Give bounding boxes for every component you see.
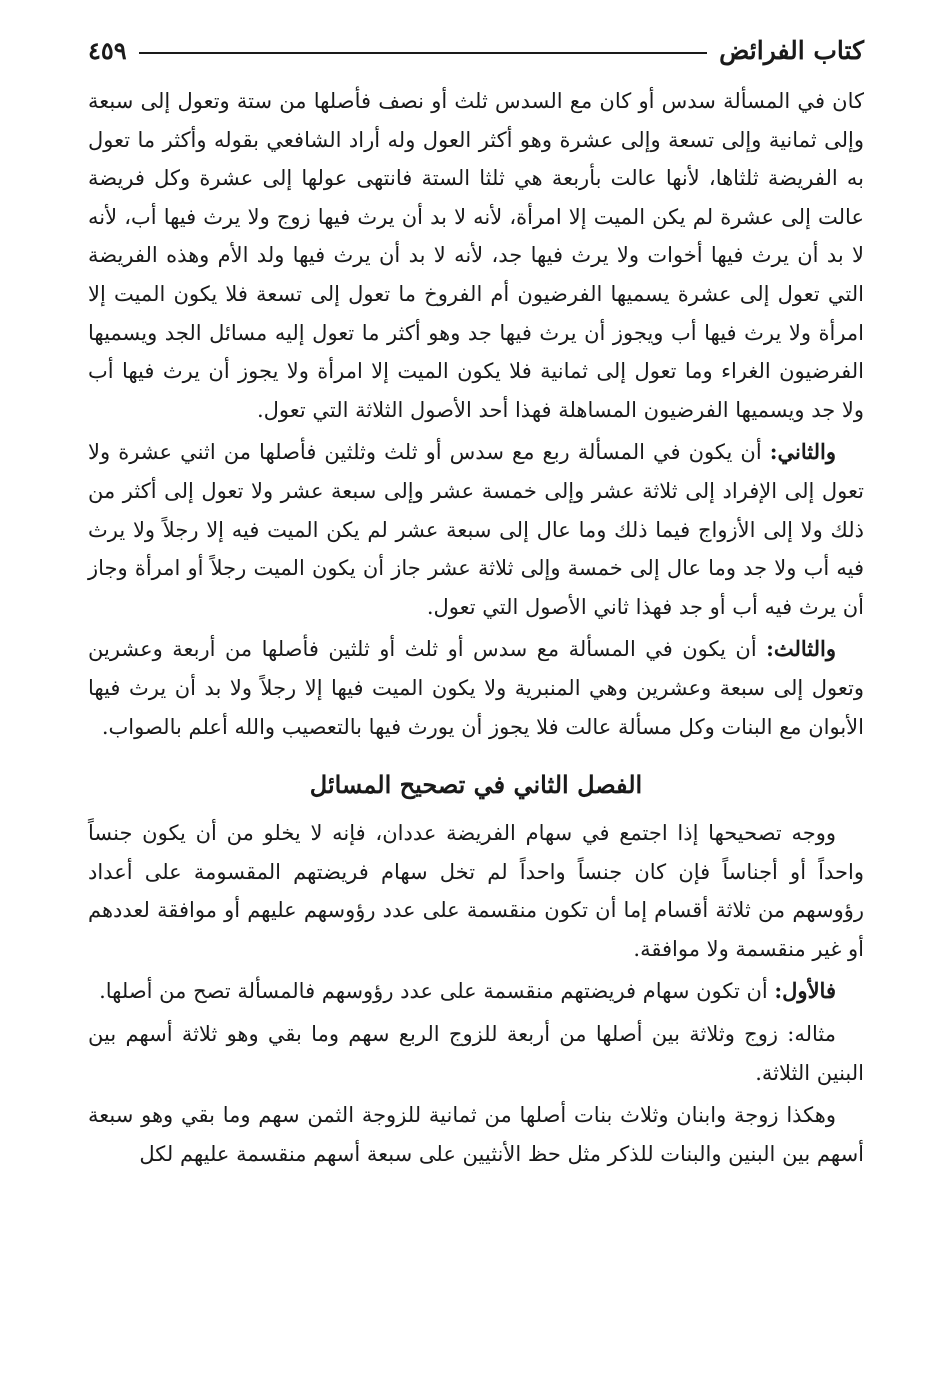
paragraph-lead-term: والثاني: <box>769 439 836 465</box>
paragraph-second-case <box>88 433 864 626</box>
paragraph-text: أن يكون في المسألة ربع مع سدس أو ثلث وثلثين فأصلها من اثني عشرة ولا تعول إلى الإفراد إلى ثلاثة عشر وإلى خمسة عشر وإلى سبعة عشر ولا تعول إلى أكثر من ذلك ولا إلى الأزواج فيما ذلك وما عال إلى سبعة عشر لم يكن الميت فيه إلا رجلاً ولا يرث فيه أب ولا جد وما عال إلى خمسة وإلى ثلاثة عشر جاز أن يكون الميت رجلاً أو امرأة وجاز أن يرث فيه أب أو جد فهذا ثاني الأصول التي تعول. <box>88 440 864 619</box>
section-paragraph-intro <box>88 814 864 968</box>
page-number: ٤٥٩ <box>88 35 127 65</box>
paragraph-text: وهكذا زوجة وابنان وثلاث بنات أصلها من ثمانية للزوجة الثمن سهم وما بقي وهو سبعة أسهم بين البنين والبنات للذكر مثل حظ الأنثيين على سبعة أسهم منقسمة عليهم لكل <box>88 1103 864 1166</box>
body-text <box>88 82 864 1173</box>
paragraph-third-case <box>88 630 864 746</box>
paragraph-text: ووجه تصحيحها إذا اجتمع في سهام الفريضة عددان، فإنه لا يخلو من أن يكون جنساً واحداً أو أجناساً فإن كان جنساً واحداً لم تخل سهام فريضتهم المقسومة على أعداد رؤوسهم من ثلاثة أقسام إما أن تكون منقسمة على عدد رؤوسهم عليهم أو موافقة لعددهم أو غير منقسمة ولا موافقة. <box>88 821 864 961</box>
paragraph-text: أن تكون سهام فريضتهم منقسمة على عدد رؤوسهم فالمسألة تصح من أصلها. <box>99 979 775 1004</box>
section-heading: الفصل الثاني في تصحيح المسائل <box>309 770 643 800</box>
running-title: كتاب الفرائض <box>719 35 864 65</box>
section-paragraph-first-case <box>88 972 864 1011</box>
paragraph-text: أن يكون في المسألة مع سدس أو ثلث أو ثلثين فأصلها من أربعة وعشرين وتعول إلى سبعة وعشرين وهي المنبرية ولا يكون الميت فيها إلا رجلاً ولا بد أن يرث فيها الأبوان مع البنات وكل مسألة عالت فلا يجوز أن يورث فيها بالتعصيب والله أعلم بالصواب. <box>88 637 864 739</box>
paragraph-lead-term: والثالث: <box>766 636 836 662</box>
paragraph-lead-term: فالأول: <box>774 978 836 1004</box>
paragraph-continuation <box>88 82 864 429</box>
header-rule <box>139 52 707 54</box>
section-paragraph-example-2 <box>88 1096 864 1173</box>
section-paragraph-example <box>88 1015 864 1092</box>
paragraph-text: مثاله: زوج وثلاثة بين أصلها من أربعة للزوج الربع سهم وما بقي وهو ثلاثة أسهم بين البنين الثلاثة. <box>88 1022 864 1085</box>
page-header <box>88 30 864 70</box>
paragraph-text: كان في المسألة سدس أو كان مع السدس ثلث أو نصف فأصلها من ستة وتعول إلى سبعة وإلى ثمانية وإلى تسعة وإلى عشرة وهو أكثر العول وله أراد الشافعي بقوله وأكثر ما تعول به الفريضة ثلثاها، لأنها عالت بأربعة هي ثلثا الستة فانتهى عولها إلى عشرة وكل فريضة عالت إلى عشرة لم يكن الميت إلا امرأة، لأنه لا بد أن يرث فيها زوج ولا يرث فيها أب، لأنه لا بد أن يرث فيها أخوات ولا يرث فيها جد، لأنه لا بد أن يرث فيها ولد الأم وهذه الفريضة التي تعول إلى عشرة يسميها الفرضيون أم الفروخ ما تعول إلى تسعة فلا يكون الميت إلا امرأة ولا يرث فيها أب ويجوز أن يرث فيها جد وهو أكثر ما تعول إليه مسائل الجد ويسميها الفرضيون الغراء وما تعول إلى ثمانية فلا يكون الميت إلا امرأة ولا يجوز أن يرث فيها أب ولا جد ويسميها الفرضيون المساهلة فهذا أحد الأصول الثلاثة التي تعول. <box>88 89 864 422</box>
